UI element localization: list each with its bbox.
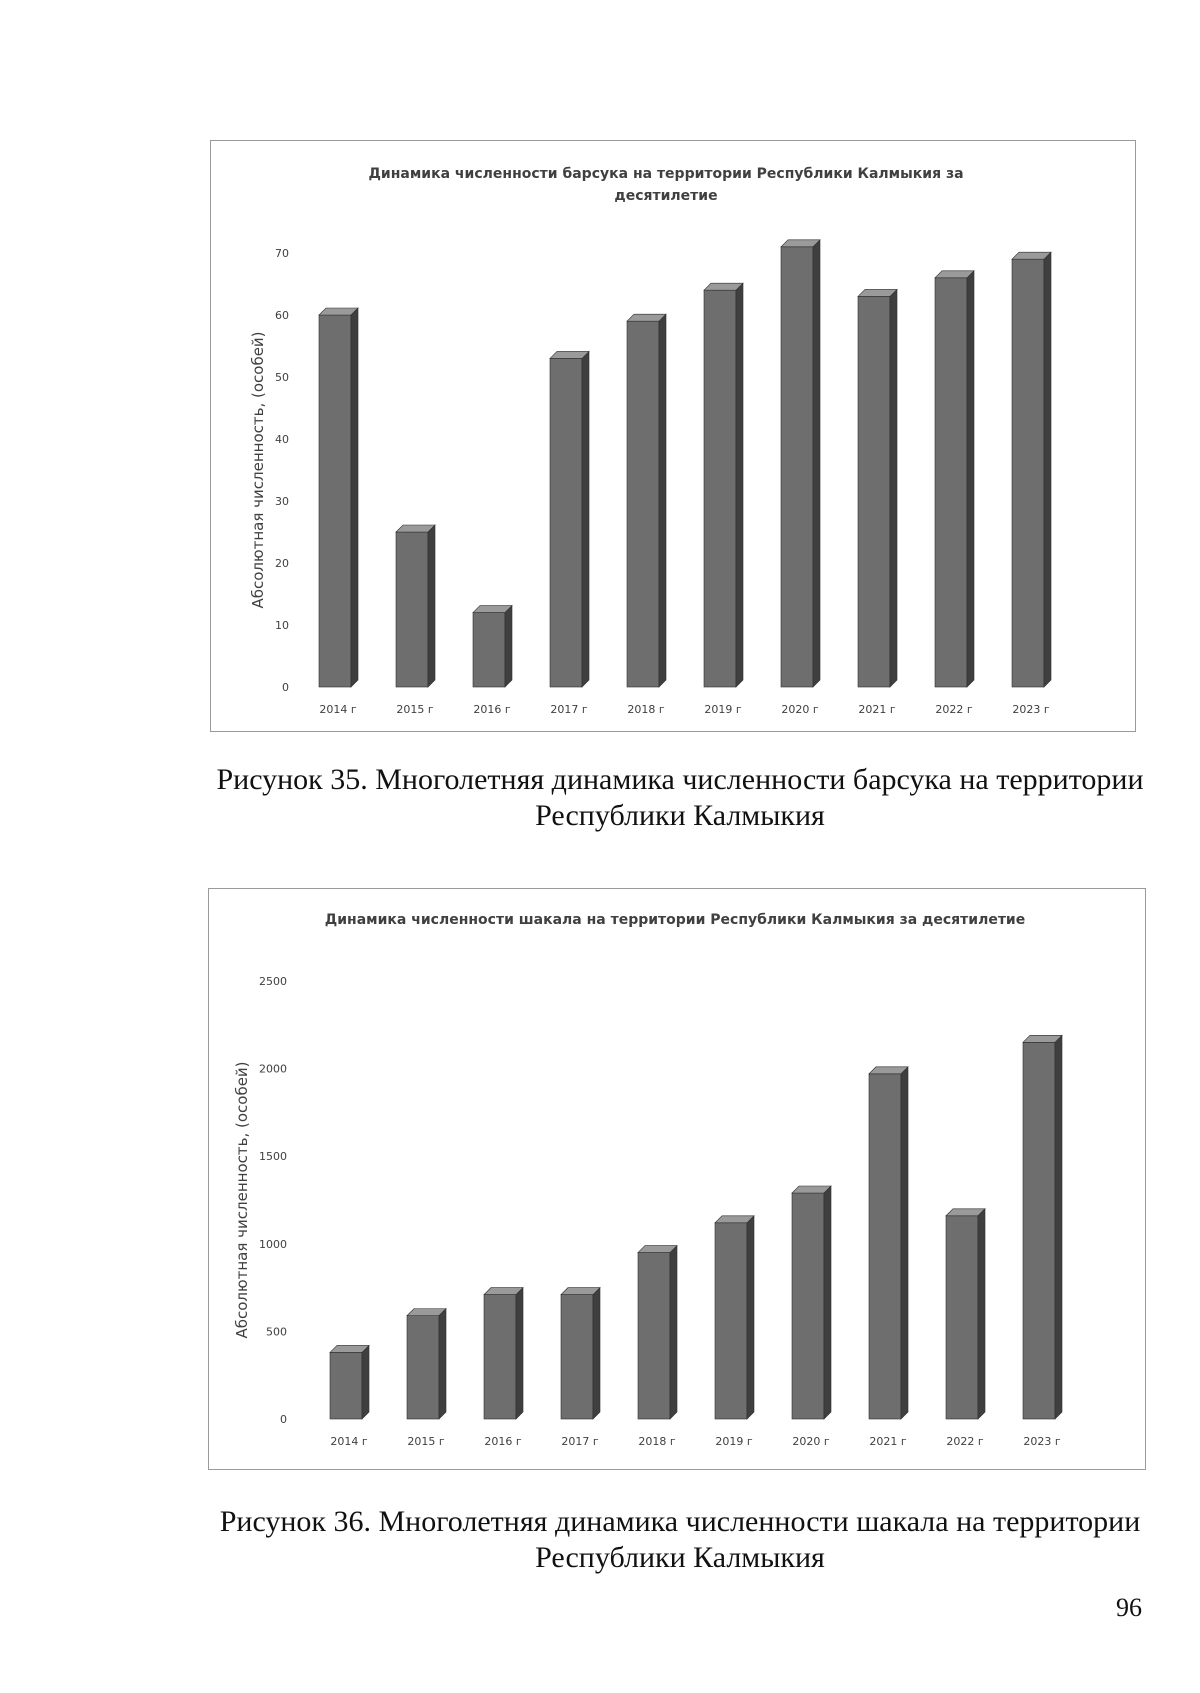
bar-side (582, 351, 589, 687)
bar-front (935, 278, 967, 687)
bar-top (484, 1288, 523, 1295)
y-tick-label-20: 20 (275, 557, 289, 570)
bar-2017-г (561, 1288, 600, 1419)
bar-front (704, 290, 736, 687)
bar-side (901, 1067, 908, 1419)
bar-front (1023, 1042, 1055, 1419)
bar-2018-г (638, 1246, 677, 1419)
x-tick-label-4: 2018 г (627, 703, 665, 716)
y-axis-label: Абсолютная численность, (особей) (233, 1061, 251, 1339)
bar-front (869, 1074, 901, 1419)
figure-35-caption: Рисунок 35. Многолетняя динамика численности барсука на территории Республики Калмыкия (216, 763, 1144, 832)
bar-side (516, 1288, 523, 1419)
jackal-chart (208, 888, 1146, 1470)
bar-2021-г (858, 289, 897, 687)
x-tick-label-7: 2021 г (858, 703, 896, 716)
x-tick-label-2: 2016 г (473, 703, 511, 716)
y-tick-label-1500: 1500 (259, 1150, 287, 1164)
bar-side (890, 289, 897, 687)
bar-side (670, 1246, 677, 1419)
page-number: 96 (1116, 1593, 1142, 1622)
bar-2016-г (484, 1288, 523, 1419)
bar-top (319, 308, 358, 315)
chart-title-line-1: десятилетие (614, 188, 718, 204)
bar-front (473, 613, 505, 687)
y-tick-label-50: 50 (275, 371, 289, 384)
bar-front (550, 358, 582, 687)
bar-side (659, 314, 666, 687)
bar-top (935, 271, 974, 278)
bar-2014-г (319, 308, 358, 687)
bar-top (330, 1345, 369, 1352)
bar-top (473, 606, 512, 613)
y-tick-label-0: 0 (280, 1413, 287, 1426)
bar-side (1044, 252, 1051, 687)
x-tick-label-5: 2019 г (715, 1435, 753, 1448)
bar-side (593, 1288, 600, 1419)
x-tick-label-9: 2023 г (1012, 703, 1050, 716)
badger-chart-svg (211, 141, 1135, 731)
bar-front (561, 1295, 593, 1419)
bar-2022-г (935, 271, 974, 687)
bar-top (1012, 252, 1051, 259)
badger-chart (210, 140, 1136, 732)
x-tick-label-6: 2020 г (792, 1435, 830, 1448)
bar-2014-г (330, 1345, 369, 1419)
bar-2018-г (627, 314, 666, 687)
bar-2020-г (781, 240, 820, 687)
x-tick-label-6: 2020 г (781, 703, 819, 716)
chart-title-line-0: Динамика численности барсука на территории Республики Калмыкия за (368, 166, 964, 182)
bar-top (946, 1209, 985, 1216)
bar-front (792, 1193, 824, 1419)
x-tick-label-8: 2022 г (946, 1435, 984, 1448)
bar-top (550, 351, 589, 358)
bar-2023-г (1023, 1035, 1062, 1419)
bar-side (428, 525, 435, 687)
bar-top (407, 1309, 446, 1316)
bar-front (319, 315, 351, 687)
bar-top (781, 240, 820, 247)
bar-top (858, 289, 897, 296)
bar-2015-г (407, 1309, 446, 1419)
x-tick-label-2: 2016 г (484, 1435, 522, 1448)
bar-side (978, 1209, 985, 1419)
bar-side (813, 240, 820, 687)
bar-top (396, 525, 435, 532)
x-tick-label-1: 2015 г (407, 1435, 445, 1448)
figure-36-caption: Рисунок 36. Многолетняя динамика численности шакала на территории Республики Калмыкия (219, 1505, 1141, 1574)
bar-side (505, 606, 512, 687)
bar-front (627, 321, 659, 687)
bar-top (869, 1067, 908, 1074)
bar-top (792, 1186, 831, 1193)
bar-2023-г (1012, 252, 1051, 687)
bar-front (946, 1216, 978, 1419)
jackal-chart-svg (209, 889, 1145, 1469)
bar-top (1023, 1035, 1062, 1042)
bar-front (484, 1295, 516, 1419)
bar-2017-г (550, 351, 589, 687)
y-tick-label-500: 500 (266, 1325, 287, 1339)
x-tick-label-9: 2023 г (1023, 1435, 1061, 1448)
y-tick-label-0: 0 (282, 681, 289, 694)
bar-top (704, 283, 743, 290)
y-tick-label-70: 70 (275, 247, 289, 260)
bar-side (1055, 1035, 1062, 1419)
x-tick-label-3: 2017 г (561, 1435, 599, 1448)
bar-front (396, 532, 428, 687)
x-tick-label-4: 2018 г (638, 1435, 676, 1448)
x-tick-label-0: 2014 г (319, 703, 357, 716)
bar-side (362, 1345, 369, 1419)
bar-top (715, 1216, 754, 1223)
bar-2020-г (792, 1186, 831, 1419)
bar-side (967, 271, 974, 687)
bar-front (1012, 259, 1044, 687)
bar-front (715, 1223, 747, 1419)
x-tick-label-7: 2021 г (869, 1435, 907, 1448)
x-tick-label-0: 2014 г (330, 1435, 368, 1448)
bar-top (561, 1288, 600, 1295)
bar-2015-г (396, 525, 435, 687)
bar-side (736, 283, 743, 687)
bar-side (351, 308, 358, 687)
bar-side (439, 1309, 446, 1419)
y-tick-label-40: 40 (275, 433, 289, 446)
bar-front (858, 296, 890, 687)
bar-front (781, 247, 813, 687)
y-tick-label-30: 30 (275, 495, 289, 508)
bar-2019-г (704, 283, 743, 687)
x-tick-label-5: 2019 г (704, 703, 742, 716)
bar-2016-г (473, 606, 512, 687)
y-axis-label: Абсолютная численность, (особей) (249, 331, 267, 609)
y-tick-label-1000: 1000 (259, 1237, 287, 1251)
bar-2022-г (946, 1209, 985, 1419)
bar-2019-г (715, 1216, 754, 1419)
y-tick-label-2000: 2000 (259, 1062, 287, 1076)
bar-front (407, 1316, 439, 1419)
bar-front (638, 1253, 670, 1419)
y-tick-label-2500: 2500 (259, 975, 287, 988)
y-tick-label-60: 60 (275, 309, 289, 322)
x-tick-label-1: 2015 г (396, 703, 434, 716)
bar-front (330, 1352, 362, 1419)
bar-2021-г (869, 1067, 908, 1419)
bar-top (627, 314, 666, 321)
x-tick-label-3: 2017 г (550, 703, 588, 716)
bar-top (638, 1246, 677, 1253)
bar-side (824, 1186, 831, 1419)
x-tick-label-8: 2022 г (935, 703, 973, 716)
chart-title-line-0: Динамика численности шакала на территории Республики Калмыкия за десятилетие (324, 912, 1026, 928)
bar-side (747, 1216, 754, 1419)
y-tick-label-10: 10 (275, 619, 289, 632)
